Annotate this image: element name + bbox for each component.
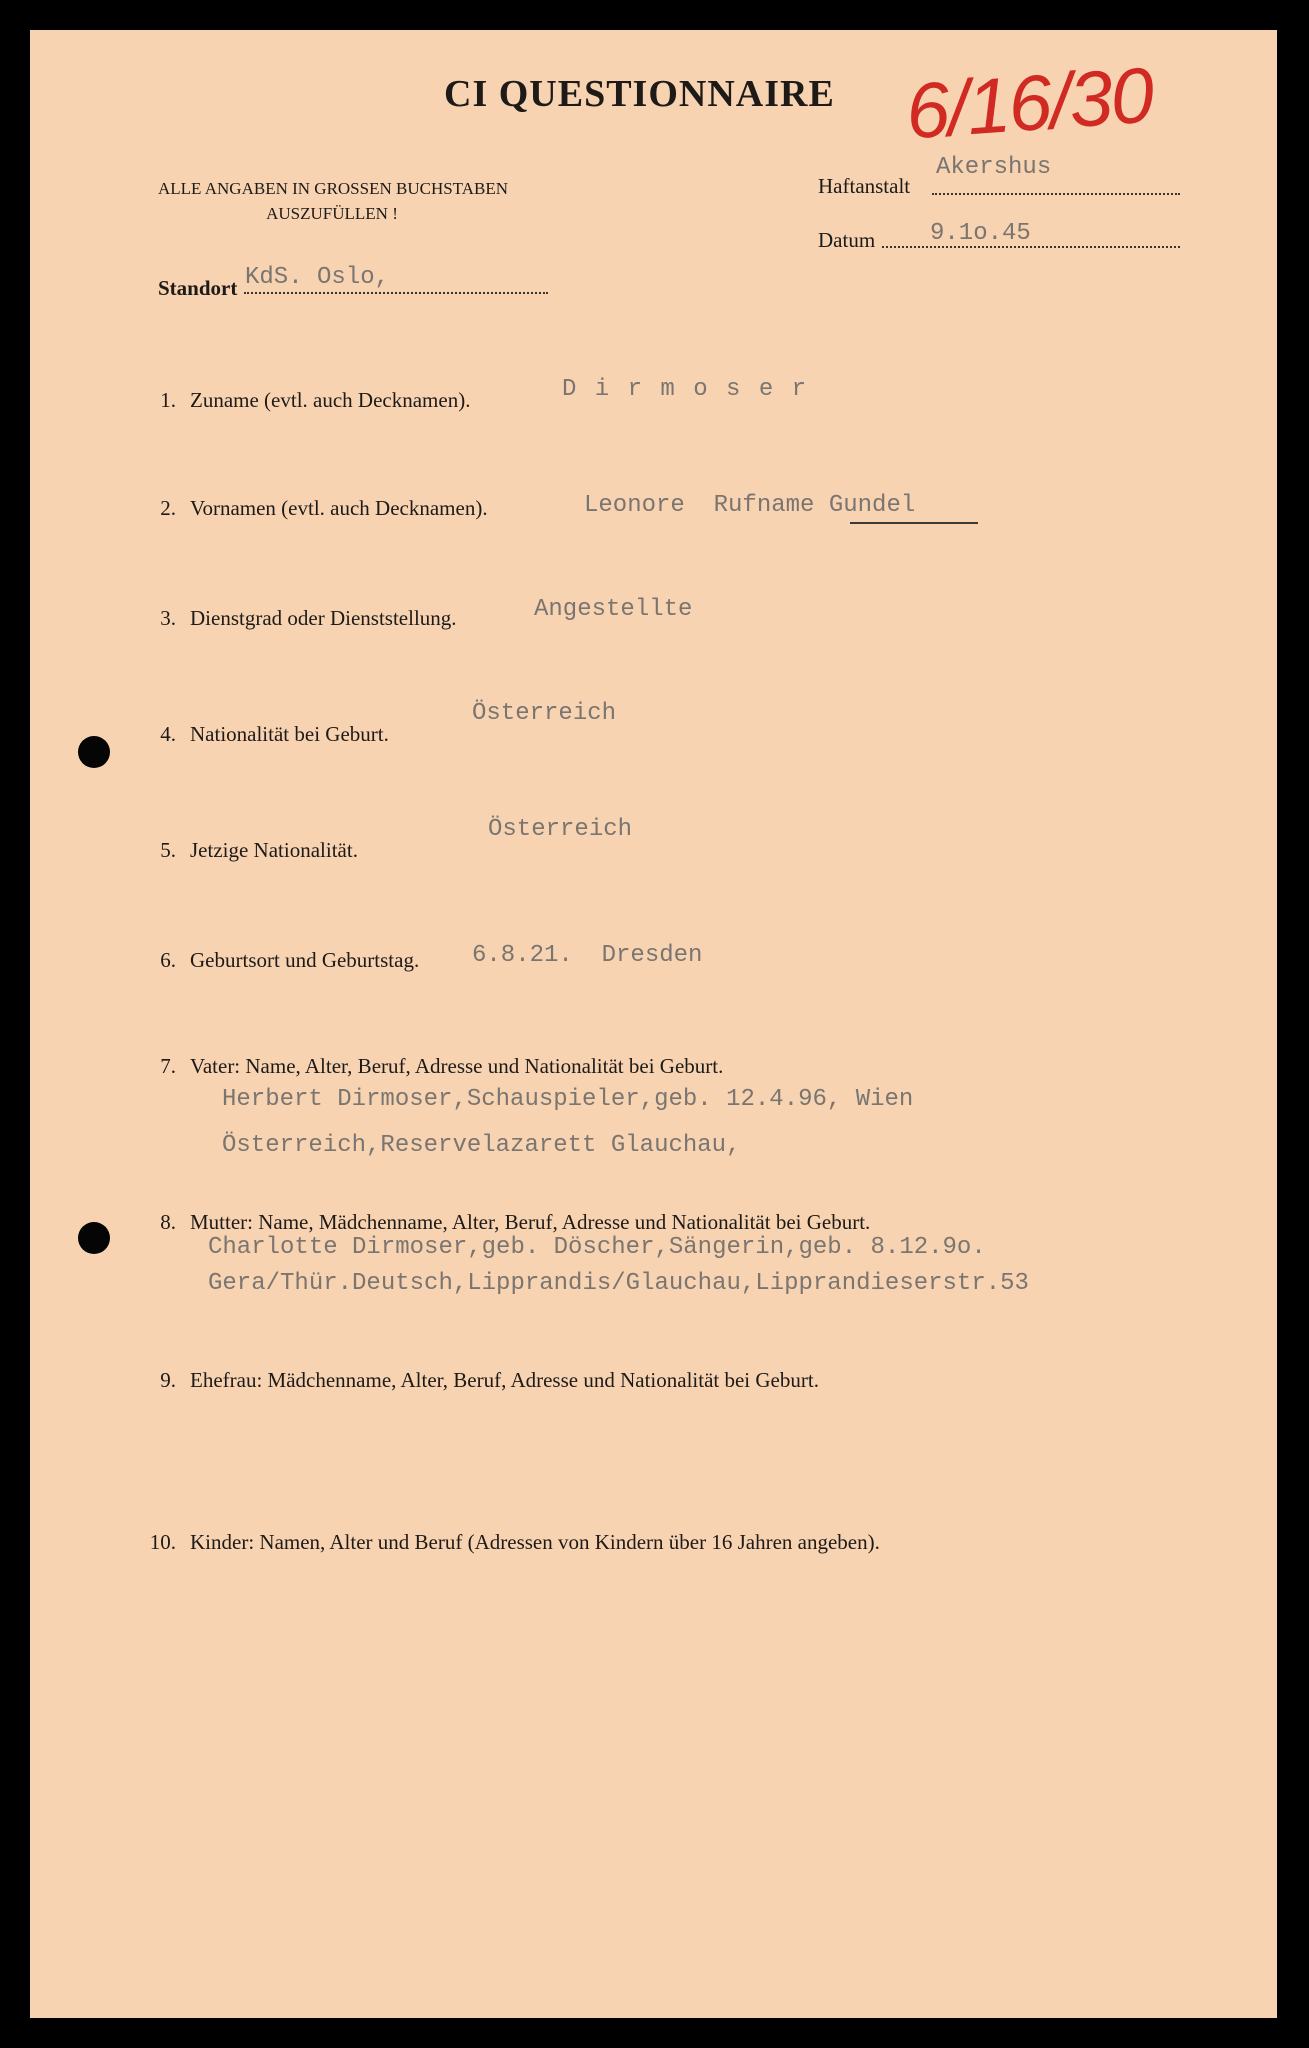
haftanstalt-value: Akershus: [936, 154, 1052, 181]
answer-8-line-1: Charlotte Dirmoser,geb. Döscher,Sängerin,geb. 8.12.9o.: [208, 1234, 986, 1261]
punch-hole: [78, 736, 110, 768]
question-2: 2. Vornamen (evtl. auch Decknamen).: [160, 496, 488, 520]
handwritten-reference: 6/16/30: [903, 50, 1155, 156]
datum-line: [882, 246, 1180, 248]
answer-5-line-1: Österreich: [488, 816, 633, 843]
question-10: 10. Kinder: Namen, Alter und Beruf (Adressen von Kindern über 16 Jahren angeben).: [149, 1530, 880, 1554]
answer-4-line-1: Österreich: [472, 700, 617, 727]
question-8: 8. Mutter: Name, Mädchenname, Alter, Beruf, Adresse und Nationalität bei Geburt.: [160, 1210, 871, 1234]
question-9: 9. Ehefrau: Mädchenname, Alter, Beruf, Adresse und Nationalität bei Geburt.: [160, 1368, 819, 1392]
haftanstalt-line: [932, 193, 1180, 195]
question-4: 4. Nationalität bei Geburt.: [160, 722, 389, 746]
answer-8-line-2: Gera/Thür.Deutsch,Lipprandis/Glauchau,Lipprandieserstr.53: [208, 1270, 1029, 1297]
punch-hole: [78, 1222, 110, 1254]
question-3: 3. Dienstgrad oder Dienststellung.: [160, 606, 457, 630]
answer-7-line-2: Österreich,Reservelazarett Glauchau,: [222, 1132, 741, 1159]
standort-label: Standort: [158, 276, 238, 300]
form-title: CI QUESTIONNAIRE: [444, 73, 835, 115]
datum-label: Datum: [818, 228, 876, 252]
datum-value: 9.1o.45: [930, 220, 1031, 247]
haftanstalt-label: Haftanstalt: [818, 174, 911, 198]
answer-1-line-1: D i r m o s e r: [562, 376, 809, 403]
question-1: 1. Zuname (evtl. auch Decknamen).: [160, 388, 471, 412]
instruction-line-2: AUSZUFÜLLEN !: [266, 204, 398, 223]
answer-7-line-1: Herbert Dirmoser,Schauspieler,geb. 12.4.96, Wien: [222, 1086, 914, 1113]
question-5: 5. Jetzige Nationalität.: [160, 838, 358, 862]
rufname-underline: [850, 522, 978, 524]
instruction-text: [158, 176, 506, 226]
questionnaire-page: [30, 30, 1277, 2018]
question-7: 7. Vater: Name, Alter, Beruf, Adresse und Nationalität bei Geburt.: [160, 1054, 724, 1078]
question-6: 6. Geburtsort und Geburtstag.: [160, 948, 420, 972]
standort-line: [244, 292, 548, 294]
answer-6-line-1: 6.8.21. Dresden: [472, 942, 703, 969]
instruction-line-1: ALLE ANGABEN IN GROSSEN BUCHSTABEN: [158, 179, 508, 198]
answer-3-line-1: Angestellte: [534, 596, 693, 623]
standort-value: KdS. Oslo,: [245, 264, 390, 291]
answer-2-line-1: Leonore Rufname Gundel: [584, 492, 916, 519]
